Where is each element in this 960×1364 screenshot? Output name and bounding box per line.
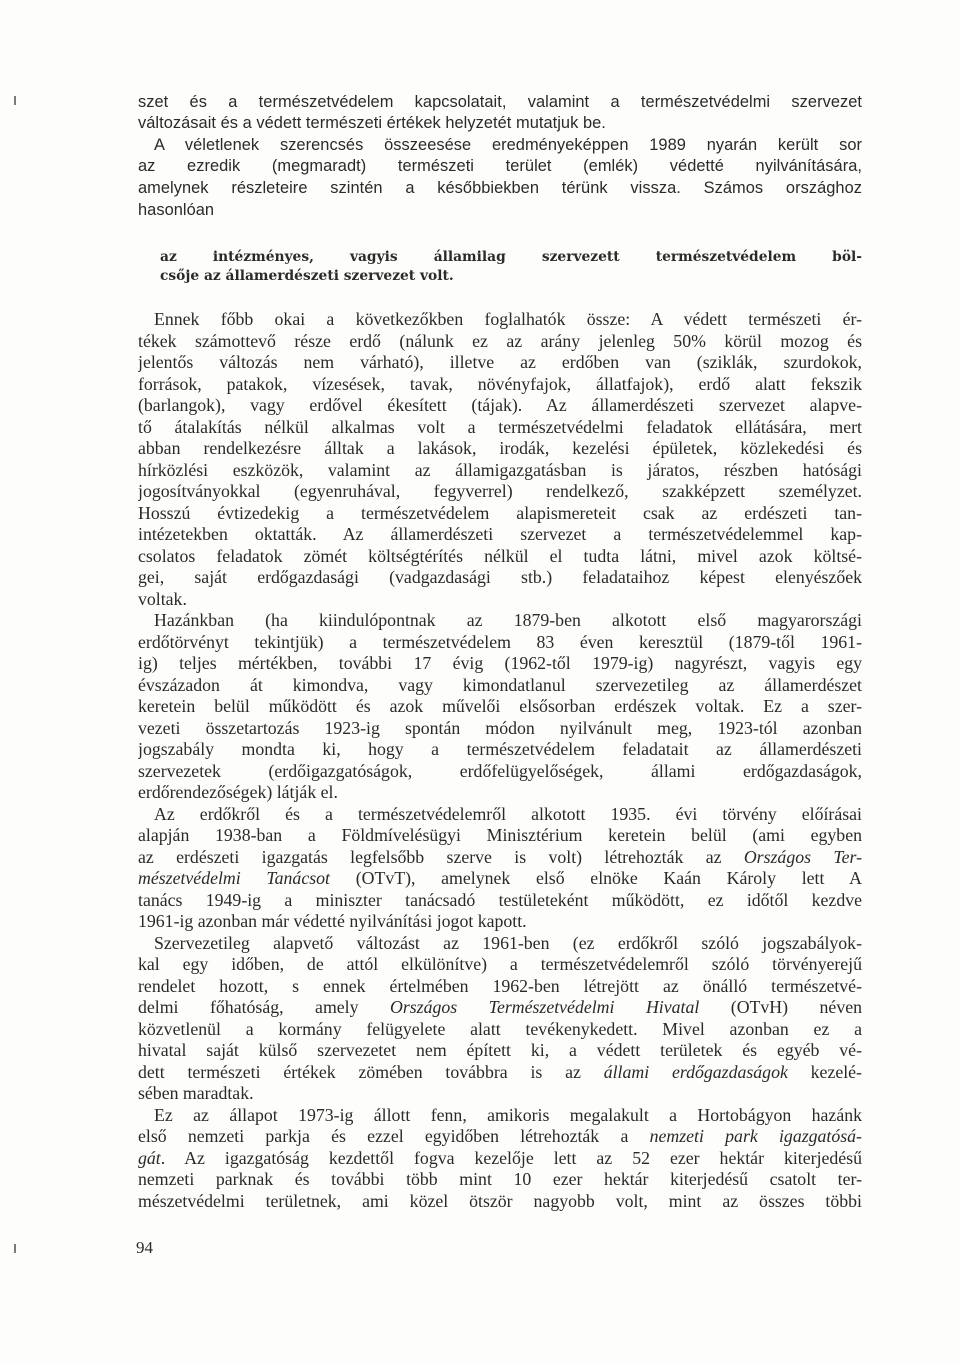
text-line: az ezredik (megmaradt) természeti terület (emlék) védetté nyilvánítására, [138,157,862,175]
text-line: az erdészeti igazgatás legfelsőbb szerve is volt) létrehozták az Országos Ter- [138,847,862,867]
text-line: vezeti összetartozás 1923-ig spontán módon nyilvánult meg, 1923-tól azonban [138,718,862,738]
text-line: gát. Az igazgatóság kezdettől fogva kezelője lett az 52 ezer hektár kiterjedésű [138,1148,862,1168]
text-line: szervezetek (erdőigazgatóságok, erdőfelügyelőségek, állami erdőgazdaságok, [138,761,862,781]
text-line: jogszabály mondta ki, hogy a természetvédelem feladatait az államerdészeti [138,739,862,759]
scan-margin-mark [14,1244,16,1253]
text-line: Az erdőkről és a természetvédelemről alkotott 1935. évi törvény előírásai [154,804,862,824]
text-line: mészetvédelmi területnek, ami közel ötször nagyobb volt, mint az összes többi [138,1191,862,1211]
text-line: tanács 1949-ig a miniszter tanácsadó testületeként működött, ez időtől kezdve [138,890,862,910]
text-line: intézetekben oktatták. Az államerdészeti szervezet a természetvédelemmel kap- [138,524,862,544]
text-line: hírközlési eszközök, valamint az államigazgatásban is járatos, részben hatósági [138,460,862,480]
text-line: tékek számottevő része erdő (nálunk ez az arány jelenleg 50% körül mozog és [138,331,862,351]
text-line: sében maradtak. [138,1083,254,1103]
text-line: alapján 1938-ban a Földmívelésügyi Minisztérium keretein belül (ami egyben [138,825,862,845]
text-line: források, patakok, vízesések, tavak, növényfajok, állatfajok), erdő alatt fekszik [138,374,862,394]
text-line: Hazánkban (ha kiindulópontnak az 1879-ben alkotott első magyarországi [154,610,862,630]
highlight-line: csője az államerdészeti szervezet volt. [160,268,454,284]
text-line: szet és a természetvédelem kapcsolatait, valamint a természetvédelmi szervezet [138,93,862,111]
text-line: Ennek főbb okai a következőkben foglalhatók össze: A védett természeti ér- [154,309,862,329]
text-line: rendelet hozott, s ennek értelmében 1962-ben létrejött az önálló természetvé- [138,976,862,996]
text-line: dett természeti értékek zömében továbbra is az állami erdőgazdaságok kezelé- [138,1062,862,1082]
text-line: évszázadon át kimondva, vagy kimondatlanul szervezetileg az államerdészet [138,675,862,695]
text-line: Hosszú évtizedekig a természetvédelem alapismereteit csak az erdészeti tan- [138,503,862,523]
text-line: nemzeti parknak és további több mint 10 ezer hektár kiterjedésű csatolt ter- [138,1169,862,1189]
highlight-line: az intézményes, vagyis államilag szervezett természetvédelem böl- [160,249,862,265]
scan-margin-mark [14,96,16,105]
text-line: voltak. [138,589,187,609]
text-line: Szervezetileg alapvető változást az 1961-ben (ez erdőkről szóló jogszabályok- [154,933,862,953]
text-line: hasonlóan [138,201,215,219]
text-line: abban rendelkezésre álltak a lakások, irodák, kezelési épületek, közlekedési és [138,438,862,458]
text-line: közvetlenül a kormány felügyelete alatt tevékenykedett. Mivel azonban ez a [138,1019,862,1039]
text-line: A véletlenek szerencsés összeesése eredményeképpen 1989 nyarán került sor [154,136,862,154]
text-line: Ez az állapot 1973-ig állott fenn, amikoris megalakult a Hortobágyon hazánk [154,1105,862,1125]
text-line: delmi főhatóság, amely Országos Természetvédelmi Hivatal (OTvH) néven [138,997,862,1017]
text-line: erdőrendezőségek) látják el. [138,782,338,802]
text-line: mészetvédelmi Tanácsot (OTvT), amelynek első elnöke Kaán Károly lett A [138,868,862,888]
text-line: gei, saját erdőgazdasági (vadgazdasági stb.) feladataihoz képest elenyészőek [138,567,862,587]
text-line: jogosítványokkal (egyenruhával, fegyverrel) rendelkező, szakképzett személyzet. [138,481,862,501]
text-line: jelentős változás nem várható), illetve az erdőben van (sziklák, szurdokok, [138,352,862,372]
text-line: hivatal saját külső szervezetet nem épített ki, a védett területek és egyéb vé- [138,1040,862,1060]
text-line: kal egy időben, de attól elkülönítve) a természetvédelemről szóló törvényerejű [138,954,862,974]
text-line: keretein belül működött és azok művelői elsősorban erdészek voltak. Ez a szer- [138,696,862,716]
text-line: csolatos feladatok zömét költségtérítés nélkül el tudta látni, mivel azok költsé- [138,546,862,566]
text-line: amelynek részleteire szintén a későbbiekben térünk vissza. Számos országhoz [138,179,862,197]
text-line: változásait és a védett természeti értékek helyzetét mutatjuk be. [138,114,606,132]
text-line: tő átalakítás nélkül alkalmas volt a természetvédelmi feladatok ellátására, mert [138,417,862,437]
page-number: 94 [136,1238,153,1257]
text-line: ig) teljes mértékben, további 17 évig (1962-től 1979-ig) nagyrészt, vagyis egy [138,653,862,673]
text-line: erdőtörvényt tekintjük) a természetvédelem 83 éven keresztül (1879-től 1961- [138,632,862,652]
text-line: első nemzeti parkja és ezzel egyidőben létrehozták a nemzeti park igazgatósá- [138,1126,862,1146]
text-line: 1961-ig azonban már védetté nyilvánítási jogot kapott. [138,911,527,931]
text-line: (barlangok), vagy erdővel ékesített (tájak). Az államerdészeti szervezet alapve- [138,395,862,415]
